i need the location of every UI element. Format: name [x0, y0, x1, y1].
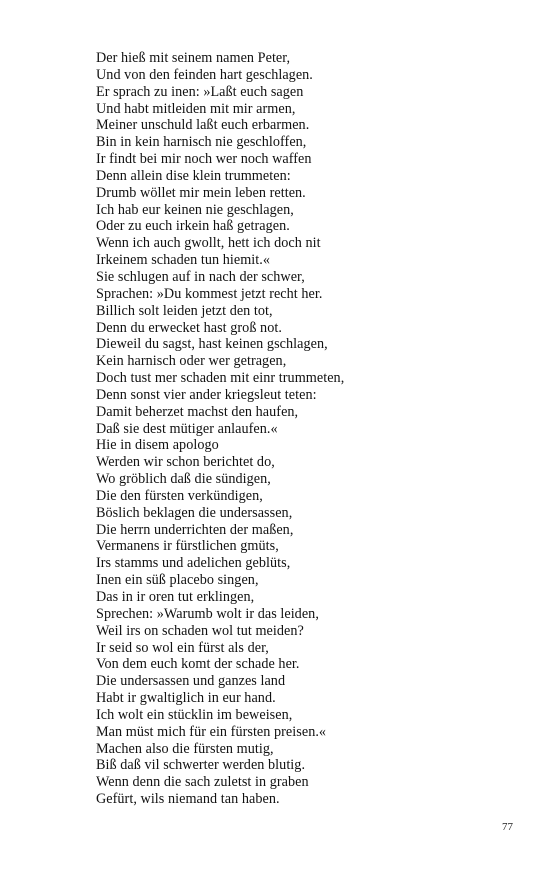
- poem-line: Weil irs on schaden wol tut meiden?: [96, 622, 304, 639]
- poem-line: Drumb wöllet mir mein leben retten.: [96, 184, 306, 201]
- poem-line: Er sprach zu inen: »Laßt euch sagen: [96, 83, 304, 100]
- poem-line: Der hieß mit seinem namen Peter,: [96, 50, 291, 66]
- poem-line: Doch tust mer schaden mit einr trummeten,: [96, 370, 345, 387]
- poem-line: Wenn denn die sach zuletst in graben: [96, 774, 309, 791]
- poem-line: Ich wolt ein stücklin im beweisen,: [96, 706, 293, 723]
- poem-line: Und von den feinden hart geschlagen.: [96, 66, 313, 83]
- poem-line: Biß daß vil schwerter werden blutig.: [96, 757, 306, 774]
- poem-line: Und habt mitleiden mit mir armen,: [96, 100, 296, 117]
- poem-line: Die undersassen und ganzes land: [96, 673, 286, 690]
- poem-line: Böslich beklagen die undersassen,: [96, 504, 293, 521]
- poem-line: Wenn ich auch gwollt, hett ich doch nit: [96, 235, 321, 252]
- poem-line: Meiner unschuld laßt euch erbarmen.: [96, 117, 310, 134]
- poem-line: Denn allein dise klein trummeten:: [96, 167, 291, 184]
- poem-line: Daß sie dest mütiger anlaufen.«: [96, 420, 278, 437]
- poem-line: Ir seid so wol ein fürst als der,: [96, 639, 269, 656]
- poem-line: Inen ein süß placebo singen,: [96, 572, 259, 589]
- poem-line: Dieweil du sagst, hast keinen gschlagen,: [96, 336, 328, 353]
- poem-line: Werden wir schon berichtet do,: [96, 454, 275, 471]
- poem-line: Ir findt bei mir noch wer noch waffen: [96, 151, 312, 168]
- poem-line: Damit beherzet machst den haufen,: [96, 403, 299, 420]
- poem-line: Billich solt leiden jetzt den tot,: [96, 302, 273, 319]
- poem-line: Die den fürsten verkündigen,: [96, 487, 263, 504]
- poem-line: Irs stamms und adelichen geblüts,: [96, 555, 291, 572]
- poem-line: Gefürt, wils niemand tan haben.: [96, 791, 280, 808]
- poem-line: Man müst mich für ein fürsten preisen.«: [96, 723, 327, 740]
- poem-line: Denn du erwecket hast groß not.: [96, 319, 282, 336]
- poem-line: Sprechen: »Warumb wolt ir das leiden,: [96, 605, 319, 622]
- poem-line: Kein harnisch oder wer getragen,: [96, 353, 287, 370]
- poem-line: Machen also die fürsten mutig,: [96, 740, 274, 757]
- poem-line: Denn sonst vier ander kriegsleut teten:: [96, 386, 317, 403]
- poem-line: Von dem euch komt der schade her.: [96, 656, 300, 673]
- poem-line: Wo gröblich daß die sündigen,: [96, 471, 271, 488]
- poem-line: Hie in disem apologo: [96, 437, 219, 454]
- poem-text: [96, 50, 344, 808]
- poem-line: Habt ir gwaltiglich in eur hand.: [96, 690, 276, 707]
- page-number: 77: [502, 821, 513, 833]
- poem-line: Vermanens ir fürstlichen gmüts,: [96, 538, 279, 555]
- poem-line: Das in ir oren tut erklingen,: [96, 589, 255, 605]
- poem-line: Sprachen: »Du kommest jetzt recht her.: [96, 285, 323, 302]
- poem-line: Die herrn underrichten der maßen,: [96, 521, 294, 538]
- poem-line: Bin in kein harnisch nie geschloffen,: [96, 134, 307, 151]
- poem-line: Oder zu euch irkein haß getragen.: [96, 218, 290, 235]
- poem-line: Sie schlugen auf in nach der schwer,: [96, 268, 305, 285]
- poem-line: Ich hab eur keinen nie geschlagen,: [96, 201, 294, 218]
- poem-line: Irkeinem schaden tun hiemit.«: [96, 252, 271, 269]
